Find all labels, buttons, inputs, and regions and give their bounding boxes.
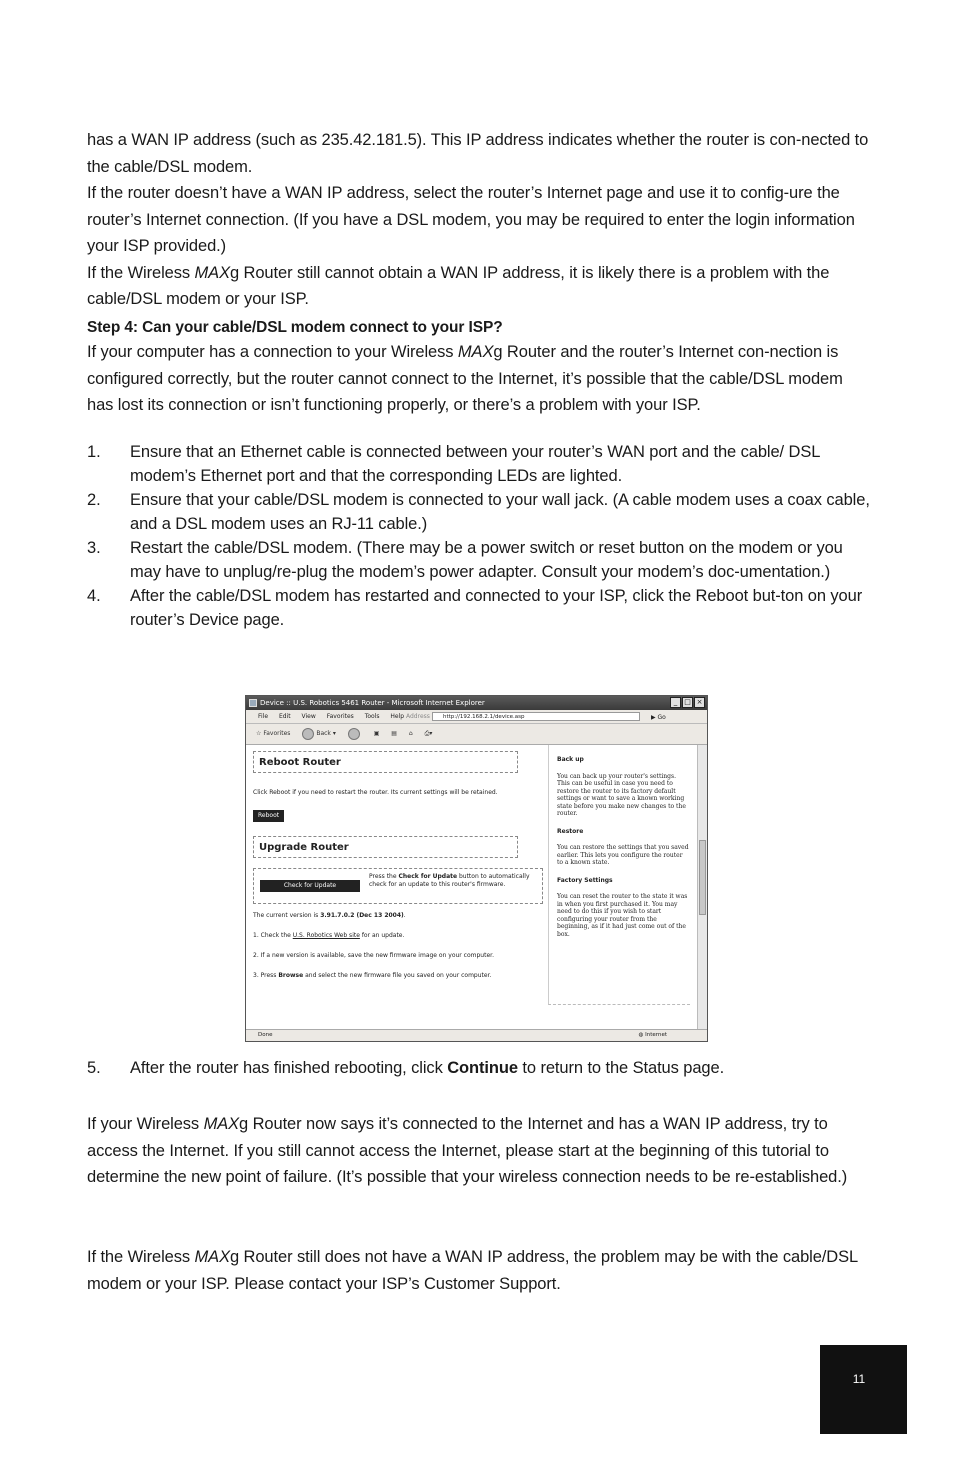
menu-item-favorites[interactable]: Favorites [326, 713, 354, 720]
toolbar [246, 724, 707, 745]
scrollbar-thumb[interactable] [699, 840, 706, 915]
outro-text-2 [87, 1244, 872, 1297]
list-text: Ensure that an Ethernet cable is connected between your router’s WAN port and the cable/ DSL modem’s Ethernet port and that the corresponding LEDs are lighted. [130, 443, 820, 485]
text-run: to return to the Status page. [517, 1059, 725, 1077]
backup-text: You can back up your router's settings. This can be useful in case you need to restore the router to its factory default settings or want to save a known working state before you make new changes to the router. [557, 772, 686, 817]
intro-paragraph-2: If the router doesn’t have a WAN IP address, select the router’s Internet page and use it to config-ure the router’s Internet connection. (If you have a DSL modem, you may be required to enter the login information your ISP provided.) [87, 184, 855, 255]
upgrade-step-2: 2. If a new version is available, save the new firmware image on your computer. [253, 952, 494, 959]
star-icon: ☆ [256, 730, 262, 737]
step5-section [87, 1055, 872, 1081]
text-run: After the router has finished rebooting, click [130, 1059, 448, 1077]
reboot-button[interactable]: Reboot [253, 810, 284, 822]
zone-label: Internet [645, 1032, 667, 1038]
window-controls [670, 697, 705, 708]
list-text: After the cable/DSL modem has restarted and connected to your ISP, click the Reboot but-ton on your router’s Device page. [130, 587, 863, 629]
text-run: If the Wireless [87, 1248, 195, 1266]
check-for-update-button[interactable]: Check for Update [260, 880, 360, 892]
intro-paragraph-1: has a WAN IP address (such as 235.42.181.5). This IP address indicates whether the router is con-nected to the cable/DSL modem. [87, 131, 869, 176]
brand-italic: MAX [457, 343, 494, 361]
text-run: g Router still cannot obtain a WAN IP address, it is likely there is a problem with the cable/DSL modem or your ISP. [87, 263, 830, 308]
menu-item-help[interactable]: Help [390, 713, 405, 720]
favorites-label: Favorites [263, 730, 291, 737]
window-title: Device :: U.S. Robotics 5461 Router - Microsoft Internet Explorer [260, 699, 485, 707]
list-item [87, 584, 872, 632]
list-number: 2. [87, 491, 101, 509]
go-button[interactable]: ▶ Go [651, 714, 666, 721]
continue-bold: Continue [447, 1059, 518, 1077]
list-item [87, 440, 872, 488]
favorites-button[interactable] [256, 724, 290, 744]
status-done: Done [258, 1032, 273, 1038]
list-number: 3. [87, 539, 101, 557]
step4-paragraph [87, 339, 872, 419]
steps-list [87, 440, 872, 632]
text-run: 1. Check the [253, 932, 293, 939]
window-titlebar [246, 696, 707, 710]
current-version [253, 912, 543, 920]
status-zone [639, 1030, 667, 1041]
back-label: Back [316, 730, 331, 737]
forward-icon [348, 728, 360, 740]
text-run: If your Wireless [87, 1115, 204, 1133]
text-run: Press the [369, 873, 399, 880]
text-run: and select the new firmware file you saved on your computer. [303, 972, 492, 979]
home-icon[interactable]: ⌂ [408, 730, 413, 737]
restore-heading: Restore [557, 827, 584, 835]
text-run: The current version is [253, 912, 321, 919]
help-sidebar [548, 745, 690, 1005]
list-text: Ensure that your cable/DSL modem is connected to your wall jack. (A cable modem uses a coax cable, and a DSL modem uses an RJ-11 cable.) [130, 491, 870, 533]
text-run: . [403, 912, 406, 919]
upgrade-router-heading: Upgrade Router [253, 836, 518, 858]
minimize-icon[interactable]: _ [670, 697, 681, 708]
version-value: 3.91.7.0.2 (Dec 13 2004) [320, 912, 404, 919]
globe-icon: ◍ [638, 1032, 644, 1038]
menu-item-view[interactable]: View [301, 713, 316, 720]
ie-icon [249, 699, 257, 707]
text-bold: Check for Update [398, 873, 458, 880]
text-run: 3. Press [253, 972, 279, 979]
menu-bar [246, 710, 707, 724]
list-item [87, 536, 872, 584]
page-content [246, 745, 698, 1030]
intro-section [87, 127, 872, 313]
maximize-icon[interactable]: □ [682, 697, 693, 708]
restore-text: You can restore the settings that you saved earlier. This lets you configure the router to a known state. [557, 844, 689, 866]
router-device-page-screenshot [245, 695, 708, 1042]
main-pane [253, 751, 543, 980]
list-number: 1. [87, 443, 101, 461]
go-label: Go [657, 714, 666, 721]
backup-heading: Back up [557, 756, 584, 763]
brand-italic: MAX [194, 263, 230, 282]
outro-text-1 [87, 1111, 872, 1191]
factory-settings-text: You can reset the router to the state it was in when you first purchased it. You may need to do this if you wish to start configuring your router from the beginning, as if it had just come out of the box. [557, 893, 688, 938]
address-input[interactable]: http://192.168.2.1/device.asp [432, 712, 640, 721]
text-run: for an update. [359, 932, 405, 939]
text-run: g Router now says it’s connected to the Internet and has a WAN IP address, try to access the Internet. If you still cannot access the Internet, please start at the beginning of this tutorial to determine the new point of failure. (It’s possible that your wireless connection needs to be re-established.) [87, 1115, 848, 1186]
menu-item-file[interactable]: File [258, 713, 269, 720]
update-description [369, 873, 539, 889]
factory-settings-heading: Factory Settings [557, 876, 613, 884]
print-icon[interactable]: ⎙▾ [424, 730, 433, 737]
text-bold: Browse [278, 972, 304, 979]
reboot-description: Click Reboot if you need to restart the router. Its current settings will be retained. [253, 789, 498, 796]
page-number-badge [820, 1345, 907, 1434]
refresh-icon[interactable]: ▤ [391, 730, 397, 737]
menu-item-edit[interactable]: Edit [278, 713, 291, 720]
forward-button[interactable] [348, 724, 362, 744]
usr-website-link[interactable]: U.S. Robotics Web site [292, 932, 360, 939]
menu-item-tools[interactable]: Tools [364, 713, 380, 720]
back-icon [302, 728, 314, 740]
list-number: 4. [87, 587, 101, 605]
list-item [87, 1055, 872, 1081]
upgrade-step-3 [253, 972, 543, 980]
text-run: If the Wireless [87, 263, 195, 282]
list-number: 5. [87, 1059, 101, 1077]
list-item [87, 488, 872, 536]
update-panel [253, 868, 543, 904]
status-bar [246, 1029, 707, 1041]
close-icon[interactable]: × [694, 697, 705, 708]
page-number: 11 [852, 1372, 866, 1386]
step4-section [87, 317, 872, 419]
text-run: g Router and the router’s Internet con-nection is configured correctly, but the router cannot connect to the Internet, it’s possible that the cable/DSL modem has lost its connection or isn’t functioning properly, or there’s a problem with your ISP. [87, 343, 843, 414]
back-button[interactable]: Back ▾ [302, 724, 336, 744]
upgrade-step-1 [253, 932, 543, 940]
outro-paragraph-1 [87, 1111, 872, 1191]
text-run: g Router still does not have a WAN IP address, the problem may be with the cable/DSL modem or your ISP. Please contact your ISP’s Customer Support. [87, 1248, 858, 1293]
list-text: Restart the cable/DSL modem. (There may be a power switch or reset button on the modem or you may have to unplug/re-plug the modem’s power adapter. Consult your modem’s doc-umentation.) [130, 539, 843, 581]
intro-paragraph-3 [87, 260, 872, 313]
brand-italic: MAX [203, 1115, 240, 1133]
step4-heading: Step 4: Can your cable/DSL modem connect to your ISP? [87, 319, 503, 336]
brand-italic: MAX [194, 1248, 230, 1266]
page-icon[interactable]: ▣ [373, 730, 380, 737]
text-run: button to automatically check for an update to this router's firmware. [369, 873, 530, 888]
reboot-router-heading: Reboot Router [253, 751, 518, 773]
address-label: Address [406, 713, 430, 720]
vertical-scrollbar[interactable] [697, 745, 707, 1030]
text-run: If your computer has a connection to your Wireless [87, 343, 458, 361]
outro-paragraph-2 [87, 1244, 872, 1297]
